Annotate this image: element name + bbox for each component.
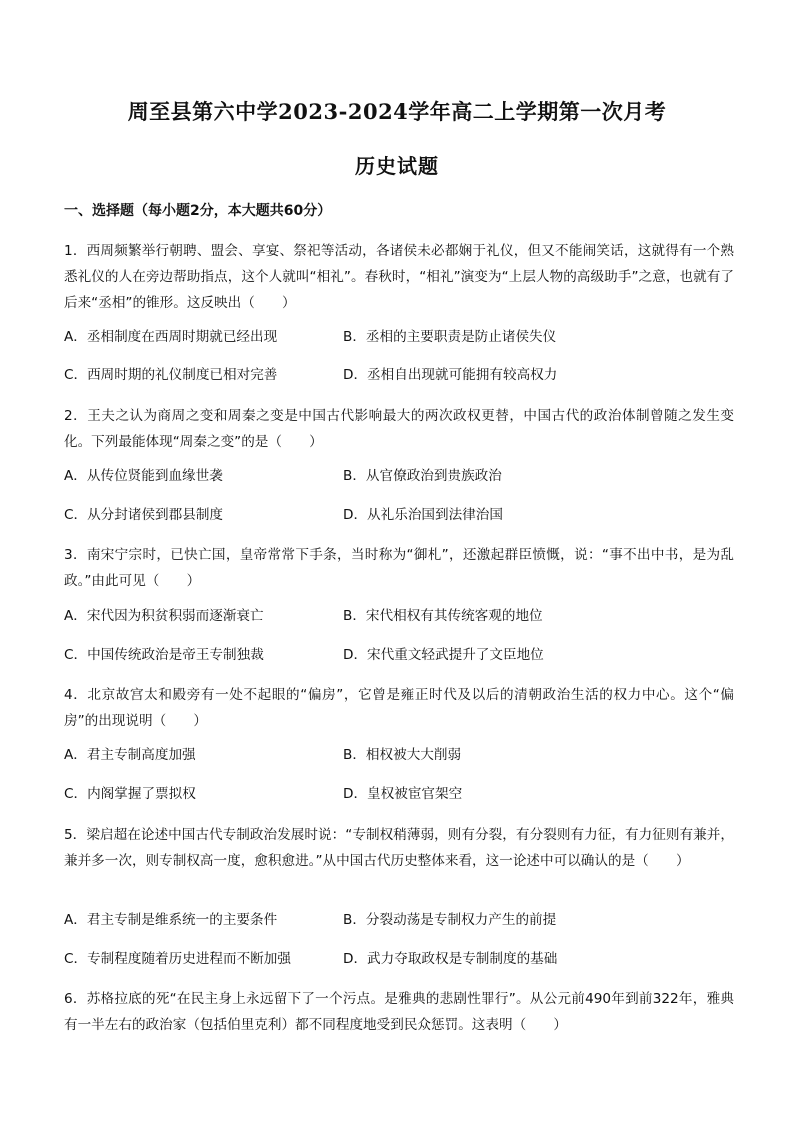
section-heading: 一、选择题（每小题2分，本大题共60分）: [64, 203, 332, 219]
question-2-option-d: D．从礼乐治国到法律治国: [343, 507, 503, 523]
question-3-option-d: D．宋代重文轻武提升了文臣地位: [343, 647, 544, 663]
question-5-stem: 5．梁启超在论述中国古代专制政治发展时说：“专制权稍薄弱，则有分裂，有分裂则有力征，有力征则有兼并，兼并多一次，则专制权高一度，愈积愈进。”从中国古代历史整体来看，这一论述中可以确认的是（ ）: [64, 827, 734, 869]
question-1-option-c: C．西周时期的礼仪制度已相对完善: [64, 367, 278, 383]
question-4-option-a: A．君主专制高度加强: [64, 747, 196, 763]
question-2-option-c: C．从分封诸侯到郡县制度: [64, 507, 224, 523]
question-2-option-a: A．从传位贤能到血缘世袭: [64, 468, 223, 484]
question-3-option-a: A．宋代因为积贫积弱而逐渐衰亡: [64, 608, 264, 624]
question-5-option-c: C．专制程度随着历史进程而不断加强: [64, 951, 291, 967]
exam-subtitle: 历史试题: [355, 154, 439, 178]
question-1-option-d: D．丞相自出现就可能拥有较高权力: [343, 367, 558, 383]
question-3-option-c: C．中国传统政治是帝王专制独裁: [64, 647, 264, 663]
question-2-stem: 2．王夫之认为商周之变和周秦之变是中国古代影响最大的两次政权更替，中国古代的政治体制曾随之发生变化。下列最能体现“周秦之变”的是（ ）: [64, 408, 734, 450]
question-4-option-b: B．相权被大大削弱: [343, 747, 462, 763]
question-1-stem: 1．西周频繁举行朝聘、盟会、享宴、祭祀等活动，各诸侯未必都娴于礼仪，但又不能闹笑话，这就得有一个熟悉礼仪的人在旁边帮助指点，这个人就叫“相礼”。春秋时，“相礼”演变为“上层人物的高级助手”之意，也就有了后来“丞相”的锥形。这反映出（ ）: [64, 243, 734, 311]
question-4-option-d: D．皇权被宦官架空: [343, 786, 463, 802]
question-2-option-b: B．从官僚政治到贵族政治: [343, 468, 502, 484]
question-1-option-a: A．丞相制度在西周时期就已经出现: [64, 329, 278, 345]
question-1-option-b: B．丞相的主要职责是防止诸侯失仪: [343, 329, 557, 345]
question-6-stem: 6．苏格拉底的死“在民主身上永远留下了一个污点。是雅典的悲剧性罪行”。从公元前490年到前322年，雅典有一半左右的政治家（包括伯里克利）都不同程度地受到民众惩罚。这表明（ ）: [64, 991, 734, 1033]
question-5-option-d: D．武力夺取政权是专制制度的基础: [343, 951, 558, 967]
question-3-stem: 3．南宋宁宗时，已快亡国，皇帝常常下手条，当时称为“御札”，还激起群臣愤慨，说：“事不出中书，是为乱政。”由此可见（ ）: [64, 547, 734, 589]
question-5-option-a: A．君主专制是维系统一的主要条件: [64, 912, 278, 928]
question-4-option-c: C．内阁掌握了票拟权: [64, 786, 196, 802]
exam-title: 周至县第六中学2023-2024学年高二上学期第一次月考: [127, 99, 667, 124]
question-5-option-b: B．分裂动荡是专制权力产生的前提: [343, 912, 557, 928]
question-3-option-b: B．宋代相权有其传统客观的地位: [343, 608, 543, 624]
question-4-stem: 4．北京故宫太和殿旁有一处不起眼的“偏房”，它曾是雍正时代及以后的清朝政治生活的权力中心。这个“偏房”的出现说明（ ）: [64, 687, 734, 729]
